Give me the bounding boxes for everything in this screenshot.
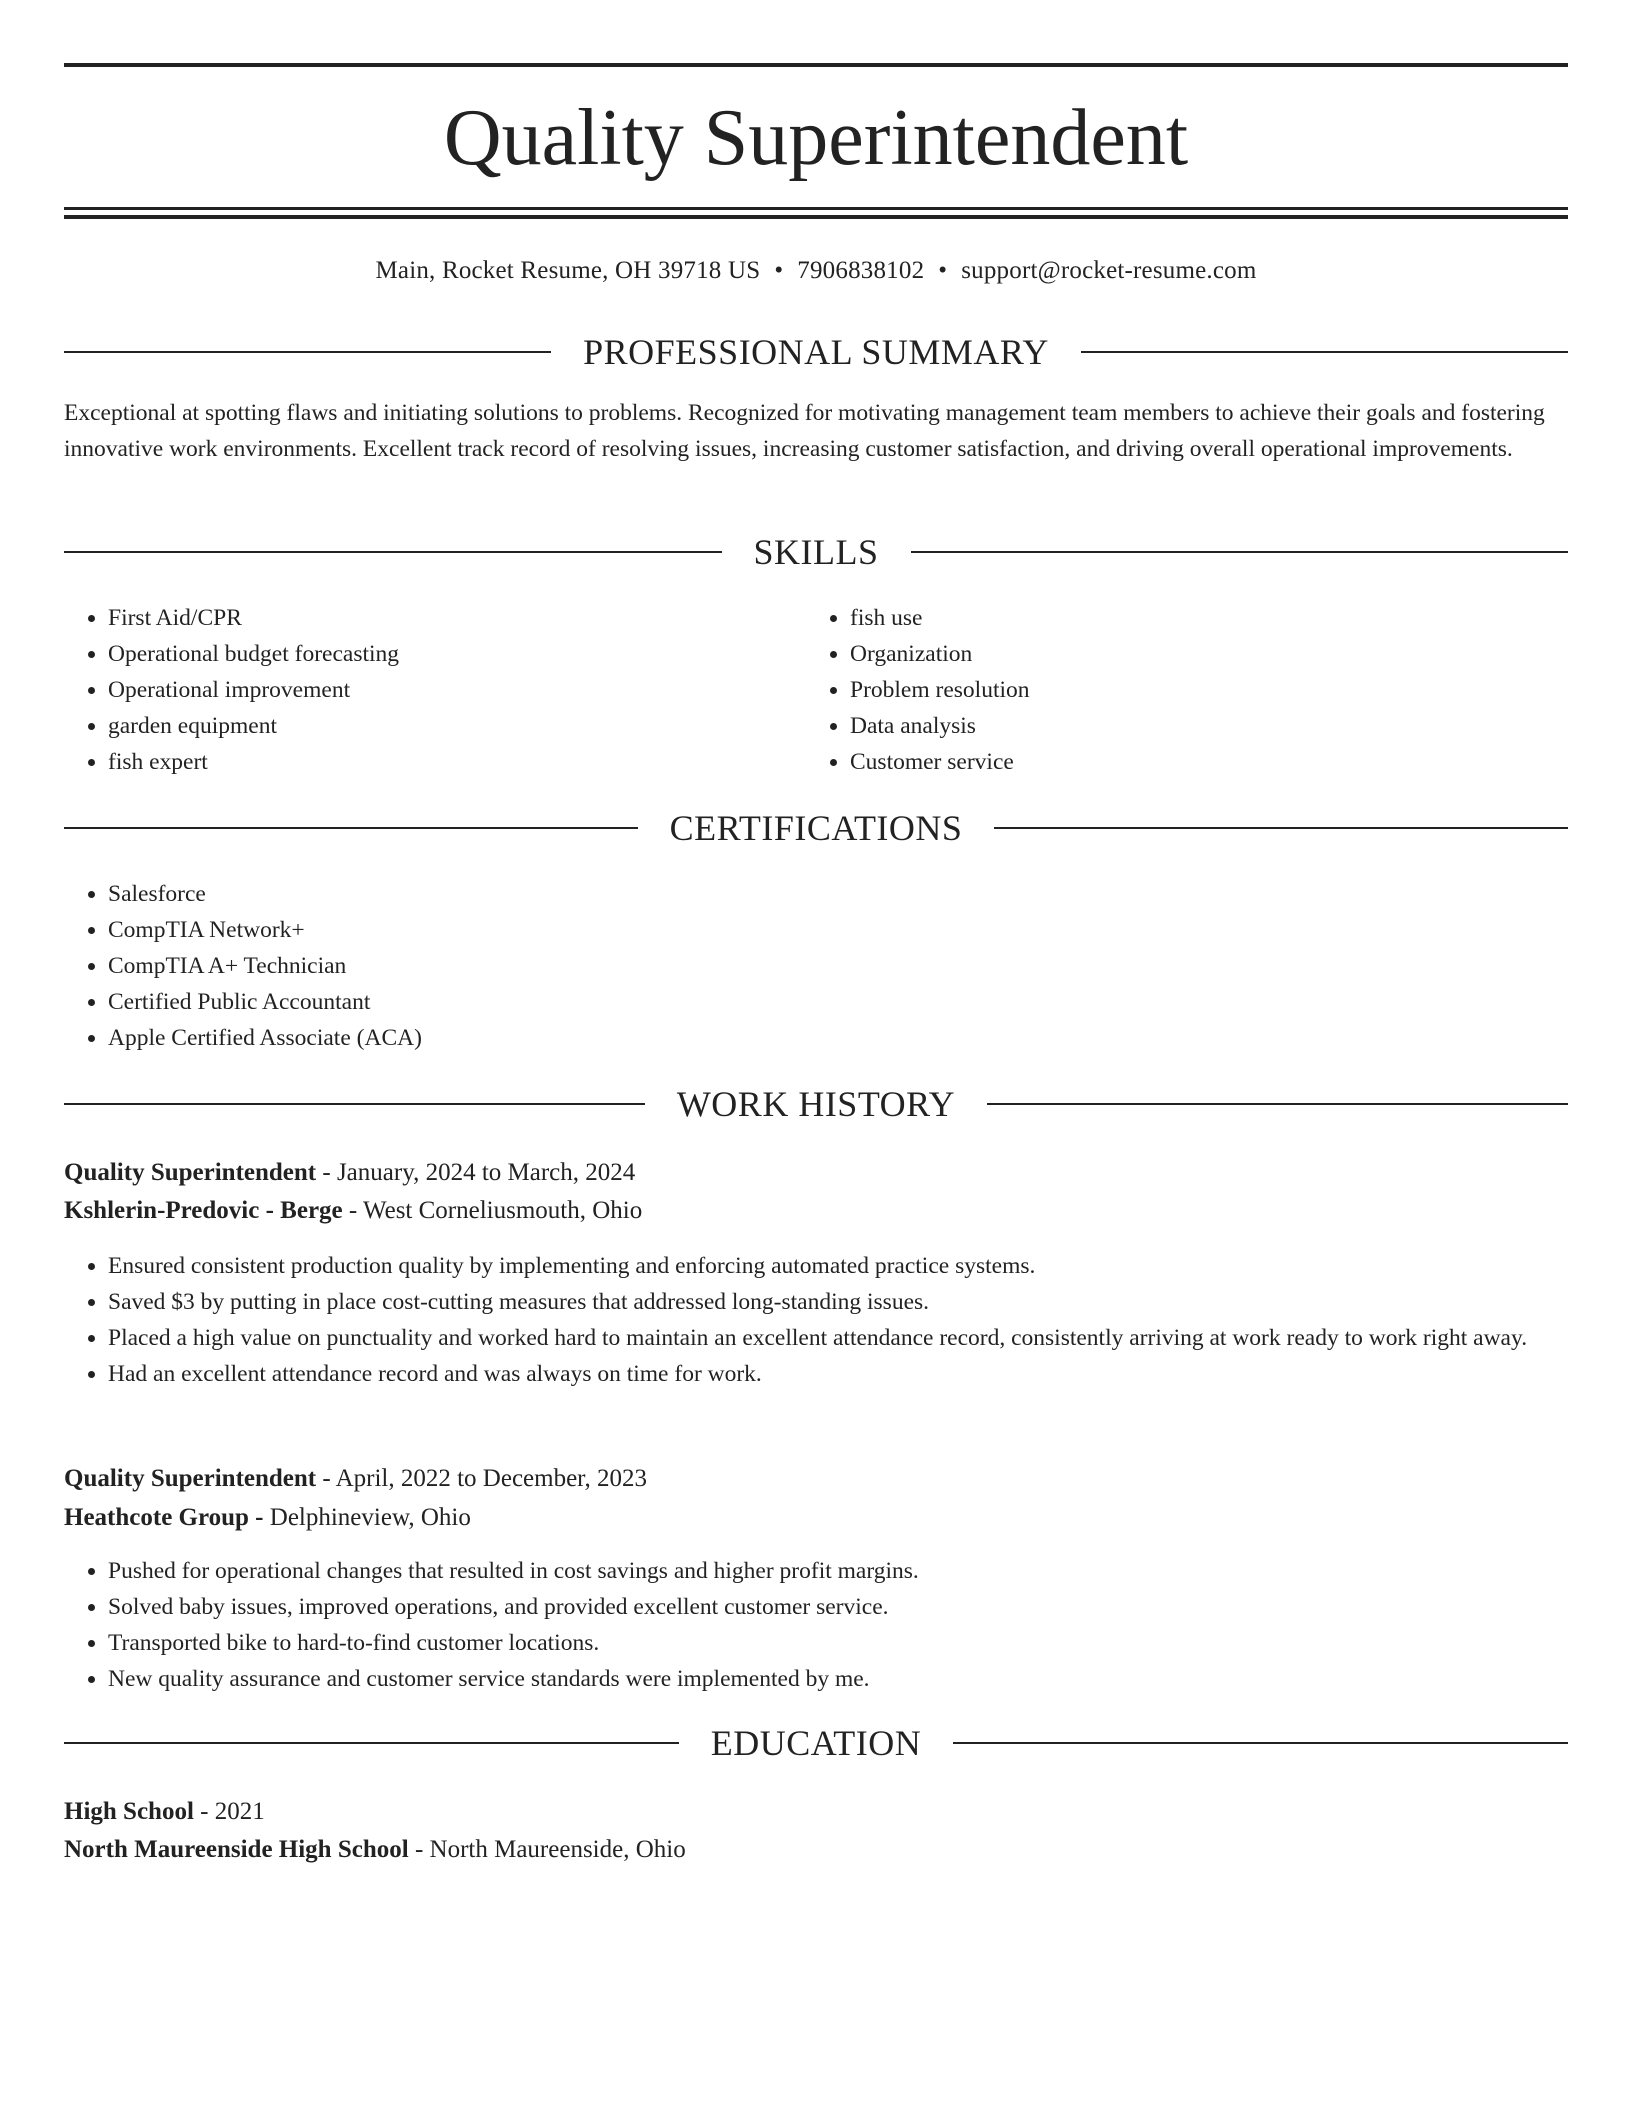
certifications-heading-label: CERTIFICATIONS	[669, 808, 963, 848]
education-heading	[64, 1721, 1568, 1765]
skill-item: • Data analysis	[850, 708, 1550, 744]
heading-rule-left	[64, 1103, 645, 1105]
job-company-line	[64, 1499, 1568, 1537]
summary-heading	[64, 330, 1568, 374]
job-location: Delphineview, Ohio	[269, 1504, 471, 1531]
skill-item: • garden equipment	[108, 708, 808, 744]
job-duty-item: • Ensured consistent production quality by implementing and enforcing automated practice systems.	[108, 1248, 1568, 1284]
skill-item: • First Aid/CPR	[108, 600, 808, 636]
skill-item: • Customer service	[850, 744, 1550, 780]
job-duty-item: • Transported bike to hard-to-find customer locations.	[108, 1625, 1568, 1661]
job-duty-item: • Saved $3 by putting in place cost-cutting measures that addressed long-standing issues.	[108, 1284, 1568, 1320]
job-duty-item: • New quality assurance and customer service standards were implemented by me.	[108, 1661, 1568, 1697]
heading-rule-right	[987, 1103, 1568, 1105]
work-heading	[64, 1082, 1568, 1126]
skills-list-right	[806, 600, 1550, 780]
title-rule-thick	[64, 215, 1568, 219]
contact-phone: 7906838102	[797, 257, 925, 284]
job-dates: - April, 2022 to December, 2023	[316, 1465, 647, 1492]
heading-rule-right	[953, 1742, 1568, 1744]
job-title: Quality Superintendent	[64, 1465, 317, 1492]
heading-rule-left	[64, 827, 638, 829]
job-duty-item: • Had an excellent attendance record and was always on time for work.	[108, 1356, 1568, 1392]
job-duty-item: • Pushed for operational changes that resulted in cost savings and higher profit margins.	[108, 1553, 1568, 1589]
certification-item: • CompTIA A+ Technician	[108, 948, 1568, 984]
certification-item: • CompTIA Network+	[108, 912, 1568, 948]
skills-heading-label: SKILLS	[753, 532, 879, 572]
job-dates: - January, 2024 to March, 2024	[316, 1159, 636, 1186]
heading-rule-right	[1081, 351, 1568, 353]
contact-separator: •	[938, 257, 948, 284]
job-title-line	[64, 1460, 1568, 1498]
contact-separator: •	[774, 257, 784, 284]
summary-text: Exceptional at spotting flaws and initiating solutions to problems. Recognized for motivating management team members to achieve their goals and fostering innovative work environments. Excellent track record of resolving issues, increasing customer satisfaction, and driving overall operational improvements.	[64, 400, 1545, 462]
heading-rule-right	[994, 827, 1568, 829]
job-title: Quality Superintendent	[64, 1159, 317, 1186]
heading-rule-right	[911, 551, 1569, 553]
heading-rule-left	[64, 351, 551, 353]
certification-item: • Salesforce	[108, 876, 1568, 912]
contact-address: Main, Rocket Resume, OH 39718 US	[375, 257, 761, 284]
skill-item: • Operational budget forecasting	[108, 636, 808, 672]
contact-line	[64, 254, 1568, 288]
certifications-heading	[64, 806, 1568, 850]
job-duty-item: • Placed a high value on punctuality and worked hard to maintain an excellent attendance record, consistently arriving at work ready to work right away.	[108, 1320, 1568, 1356]
education-year: - 2021	[193, 1798, 265, 1825]
skill-item: • Organization	[850, 636, 1550, 672]
resume-title: Quality Superintendent	[443, 94, 1189, 182]
education-degree-line	[64, 1793, 1568, 1831]
summary-heading-label: PROFESSIONAL SUMMARY	[583, 332, 1049, 372]
work-heading-label: WORK HISTORY	[676, 1084, 956, 1124]
job-duties-list	[64, 1553, 1568, 1697]
education-location: - North Maureenside, Ohio	[408, 1836, 686, 1863]
heading-rule-left	[64, 1742, 679, 1744]
job-title-line	[64, 1154, 1568, 1192]
skills-heading	[64, 530, 1568, 574]
skill-item: • Operational improvement	[108, 672, 808, 708]
job-company: Kshlerin-Predovic - Berge	[64, 1197, 343, 1224]
certification-item: • Apple Certified Associate (ACA)	[108, 1020, 1568, 1056]
job-company: Heathcote Group -	[64, 1504, 270, 1531]
heading-rule-left	[64, 551, 722, 553]
skills-list-left	[64, 600, 808, 780]
job-location: - West Corneliusmouth, Ohio	[342, 1197, 643, 1224]
top-rule	[64, 63, 1568, 67]
certification-item: • Certified Public Accountant	[108, 984, 1568, 1020]
education-school: North Maureenside High School	[64, 1836, 409, 1863]
education-degree: High School	[64, 1798, 194, 1825]
contact-email: support@rocket-resume.com	[961, 257, 1257, 284]
education-school-line	[64, 1831, 1568, 1869]
job-duties-list	[64, 1248, 1568, 1392]
title-rule-thin	[64, 207, 1568, 210]
certifications-list	[64, 876, 1568, 1056]
job-duty-item: • Solved baby issues, improved operations, and provided excellent customer service.	[108, 1589, 1568, 1625]
skill-item: • Problem resolution	[850, 672, 1550, 708]
skill-item: • fish expert	[108, 744, 808, 780]
education-heading-label: EDUCATION	[710, 1723, 922, 1763]
job-company-line	[64, 1192, 1568, 1230]
skill-item: • fish use	[850, 600, 1550, 636]
